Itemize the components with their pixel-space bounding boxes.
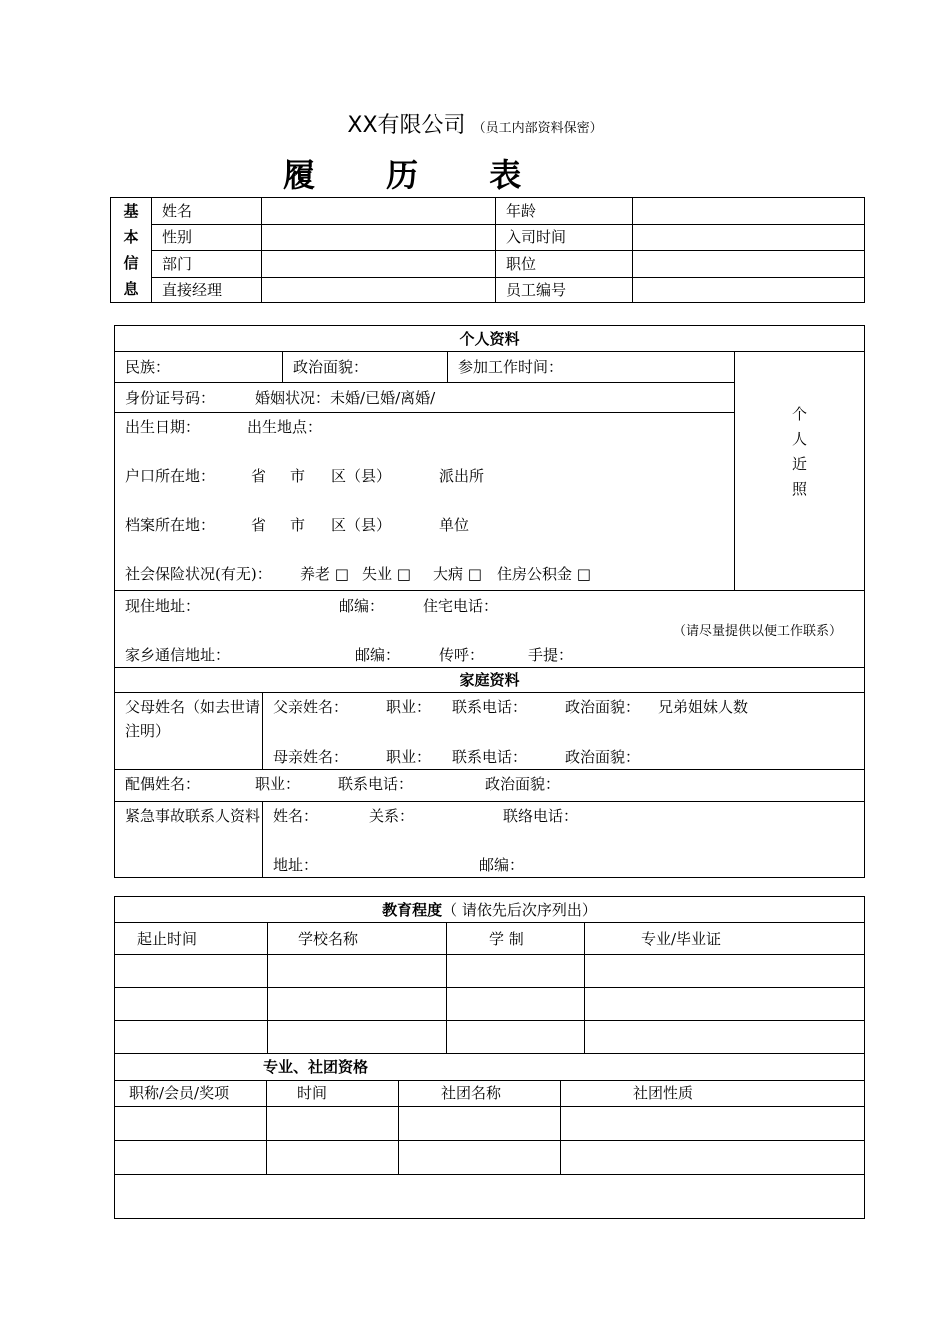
edu-col-major: 专业/毕业证: [585, 923, 865, 955]
age-label: 年龄: [496, 198, 633, 225]
hometown-address-label: 家乡通信地址：: [125, 646, 231, 664]
personal-family-table: [114, 325, 865, 878]
father-political-label: 政治面貌：: [565, 698, 641, 716]
department-label: 部门: [152, 251, 262, 278]
edu-cell[interactable]: [447, 1021, 585, 1054]
illness-checkbox[interactable]: 大病 □: [433, 565, 482, 583]
basic-info-section-label: [111, 198, 152, 303]
archive-label: 档案所在地：: [125, 516, 216, 534]
qual-notes-cell[interactable]: [115, 1174, 865, 1218]
work-start-cell[interactable]: 参加工作时间：: [448, 352, 735, 383]
mother-political-label: 政治面貌：: [565, 748, 641, 766]
birth-place-label: 出生地点：: [247, 418, 323, 436]
education-title-note: （ 请依先后次序列出）: [442, 900, 597, 919]
manager-field[interactable]: [262, 277, 496, 303]
mother-phone-label: 联系电话：: [452, 748, 528, 766]
emergency-phone-label: 联络电话：: [503, 807, 579, 825]
section-char: 本: [123, 228, 139, 246]
name-label: 姓名: [152, 198, 262, 225]
company-name: XX有限公司: [347, 113, 466, 138]
emergency-contact-label: 紧急事故联系人资料: [115, 802, 263, 878]
hukou-label: 户口所在地：: [125, 467, 216, 485]
edu-cell[interactable]: [447, 988, 585, 1021]
gender-label: 性别: [152, 224, 262, 251]
parents-cell[interactable]: [263, 693, 865, 770]
education-table: [114, 896, 865, 1054]
section-char: 基: [123, 202, 139, 220]
position-label: 职位: [496, 251, 633, 278]
emergency-contact-cell[interactable]: [263, 802, 865, 878]
police-station-label: 派出所: [439, 467, 485, 485]
family-section-title: 家庭资料: [115, 668, 865, 693]
qual-cell[interactable]: [267, 1106, 399, 1140]
spouse-occupation-label: 职业：: [255, 775, 301, 793]
qual-cell[interactable]: [115, 1106, 267, 1140]
emergency-name-label: 姓名：: [273, 807, 319, 825]
spouse-cell[interactable]: [115, 770, 865, 802]
edu-col-duration: 学 制: [447, 923, 585, 955]
employee-id-field[interactable]: [633, 277, 865, 303]
archive-unit: 单位: [439, 516, 470, 534]
ethnicity-cell[interactable]: 民族：: [115, 352, 283, 383]
photo-cell[interactable]: [735, 352, 865, 591]
section-char: 信: [123, 254, 139, 272]
father-name-label: 父亲姓名：: [273, 698, 349, 716]
position-field[interactable]: [633, 251, 865, 278]
basic-info-table: [110, 197, 865, 303]
qualifications-title: 专业、社团资格: [115, 1054, 865, 1080]
employee-id-label: 员工编号: [496, 277, 633, 303]
qual-cell[interactable]: [399, 1106, 561, 1140]
unemployment-checkbox[interactable]: 失业 □: [362, 565, 411, 583]
qual-cell[interactable]: [399, 1140, 561, 1174]
contact-address-cell[interactable]: [115, 591, 865, 668]
manager-label: 直接经理: [152, 277, 262, 303]
current-postcode-label: 邮编：: [339, 597, 385, 615]
photo-char: 近: [791, 455, 807, 473]
photo-char: 照: [791, 480, 807, 498]
emergency-address-label: 地址：: [273, 856, 319, 874]
qual-cell[interactable]: [115, 1140, 267, 1174]
company-title: [0, 108, 950, 139]
mother-name-label: 母亲姓名：: [273, 748, 349, 766]
form-title: 履 历 表: [283, 156, 552, 194]
edu-cell[interactable]: [268, 988, 447, 1021]
mobile-label: 手提：: [528, 646, 574, 664]
birth-residence-cell[interactable]: [115, 413, 735, 591]
pension-checkbox[interactable]: 养老 □: [300, 565, 349, 583]
political-cell[interactable]: 政治面貌：: [283, 352, 448, 383]
hometown-postcode-label: 邮编：: [355, 646, 401, 664]
social-insurance-label: 社会保险状况(有无)：: [125, 565, 272, 583]
education-title: [115, 897, 865, 923]
birth-date-label: 出生日期：: [125, 418, 201, 436]
id-number-label: 身份证号码：: [125, 388, 216, 407]
edu-cell[interactable]: [268, 955, 447, 988]
spouse-phone-label: 联系电话：: [338, 775, 414, 793]
contact-note: （请尽量提供以便工作联系）: [673, 624, 843, 639]
emergency-relation-label: 关系：: [369, 807, 415, 825]
qual-col-title: 职称/会员/奖项: [115, 1080, 267, 1106]
edu-cell[interactable]: [115, 1021, 268, 1054]
emergency-postcode-label: 邮编：: [479, 856, 525, 874]
age-field[interactable]: [633, 198, 865, 225]
edu-cell[interactable]: [585, 988, 865, 1021]
qual-cell[interactable]: [267, 1140, 399, 1174]
education-title-bold: 教育程度: [382, 900, 443, 919]
qualifications-table: [114, 1054, 865, 1219]
gender-field[interactable]: [262, 224, 496, 251]
edu-cell[interactable]: [115, 955, 268, 988]
edu-cell[interactable]: [115, 988, 268, 1021]
archive-city: 市: [290, 516, 306, 534]
edu-cell[interactable]: [268, 1021, 447, 1054]
hukou-district: 区（县）: [331, 467, 392, 485]
department-field[interactable]: [262, 251, 496, 278]
section-char: 息: [123, 280, 139, 298]
father-phone-label: 联系电话：: [452, 698, 528, 716]
company-note: （员工内部资料保密）: [472, 121, 603, 136]
qual-col-nature: 社团性质: [561, 1080, 865, 1106]
hukou-city: 市: [290, 467, 306, 485]
parents-label: 父母姓名（如去世请注明）: [115, 693, 263, 770]
edu-col-period: 起止时间: [115, 923, 268, 955]
edu-cell[interactable]: [585, 955, 865, 988]
qual-cell[interactable]: [561, 1106, 865, 1140]
archive-province: 省: [251, 516, 267, 534]
edu-col-school: 学校名称: [268, 923, 447, 955]
hukou-province: 省: [251, 467, 267, 485]
home-phone-label: 住宅电话：: [423, 597, 499, 615]
father-occupation-label: 职业：: [386, 698, 432, 716]
archive-district: 区（县）: [331, 516, 392, 534]
qual-col-society: 社团名称: [399, 1080, 561, 1106]
photo-char: 个: [791, 405, 807, 423]
spouse-political-label: 政治面貌：: [485, 775, 561, 793]
join-date-field[interactable]: [633, 224, 865, 251]
id-marital-cell[interactable]: [115, 383, 735, 413]
edu-cell[interactable]: [447, 955, 585, 988]
name-field[interactable]: [262, 198, 496, 225]
mother-occupation-label: 职业：: [386, 748, 432, 766]
edu-cell[interactable]: [585, 1021, 865, 1054]
marital-status-label: 婚姻状况：未婚/已婚/离婚/: [255, 388, 436, 407]
siblings-label: 兄弟姐妹人数: [658, 698, 749, 716]
current-address-label: 现住地址：: [125, 597, 201, 615]
spouse-name-label: 配偶姓名：: [125, 775, 201, 793]
qual-col-time: 时间: [267, 1080, 399, 1106]
pager-label: 传呼：: [439, 646, 485, 664]
personal-section-title: 个人资料: [115, 326, 865, 352]
housing-fund-checkbox[interactable]: 住房公积金 □: [497, 565, 591, 583]
join-date-label: 入司时间: [496, 224, 633, 251]
qual-cell[interactable]: [561, 1140, 865, 1174]
photo-char: 人: [791, 430, 807, 448]
